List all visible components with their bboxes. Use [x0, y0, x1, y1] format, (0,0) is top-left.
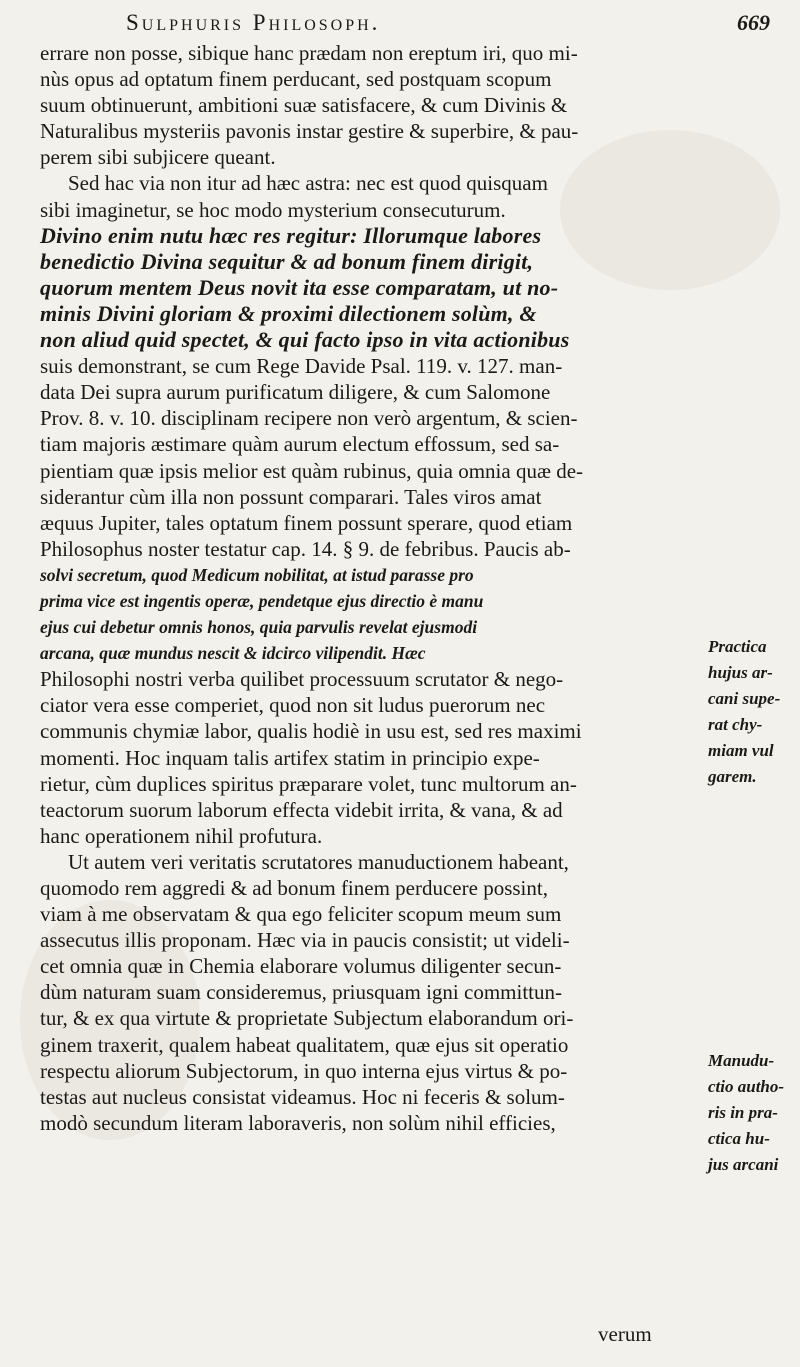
text-line: hanc operationem nihil profutura.: [40, 823, 323, 848]
text-line: æquus Jupiter, tales optatum finem possunt sperare, quod etiam: [40, 510, 573, 535]
text-line-italic: non aliud quid spectet, & qui facto ipso in vita actionibus: [40, 327, 570, 353]
text-line: cet omnia quæ in Chemia elaborare volumus diligenter secun-: [40, 954, 562, 979]
text-line: siderantur cùm illa non possunt comparari. Tales viros amat: [40, 484, 542, 509]
margin-note-line: ctica hu-: [708, 1129, 770, 1149]
margin-note-line: ctio autho-: [708, 1077, 785, 1097]
text-block: [40, 40, 760, 1136]
text-line: Philosophi nostri verba quilibet processuum scrutator & nego-: [40, 667, 564, 692]
text-line: viam à me observatam & qua ego feliciter scopum meum sum: [40, 902, 562, 927]
text-line-italic: arcana, quæ mundus nescit & idcirco vilipendit. Hæc: [40, 643, 426, 664]
text-line: Prov. 8. v. 10. disciplinam recipere non verò argentum, & scien-: [40, 406, 578, 431]
margin-note-line: hujus ar-: [708, 663, 773, 683]
margin-note-line: garem.: [708, 767, 757, 787]
text-line: quomodo rem aggredi & ad bonum finem perducere possint,: [40, 876, 548, 900]
text-line: Sed hac via non itur ad hæc astra: nec est quod quisquam: [68, 171, 548, 196]
text-line: assecutus illis proponam. Hæc via in paucis consistit; ut videli-: [40, 928, 570, 953]
text-line: suis demonstrant, se cum Rege Davide Psal. 119. v. 127. man-: [40, 354, 563, 379]
text-line: Naturalibus mysteriis pavonis instar gestire & superbire, & pau-: [40, 119, 579, 144]
text-line: tiam majoris æstimare quàm aurum electum effossum, sed sa-: [40, 432, 560, 457]
text-line: pientiam quæ ipsis melior est quàm rubinus, quia omnia quæ de-: [40, 458, 584, 483]
margin-note-line: ris in pra-: [708, 1103, 778, 1123]
text-line-italic: minis Divini gloriam & proximi dilectionem solùm, &: [40, 300, 537, 326]
margin-note-line: miam vul: [708, 741, 774, 761]
text-line: communis chymiæ labor, qualis hodiè in usu est, sed res maximi: [40, 719, 582, 744]
margin-note-manuductio: [708, 1048, 800, 1178]
text-line: sibi imaginetur, se hoc modo mysterium consecuturum.: [40, 197, 506, 222]
text-line: rietur, cùm duplices spiritus præparare volet, tunc multorum an-: [40, 771, 577, 796]
margin-note-line: Practica: [708, 637, 767, 656]
running-title: Sulphuris Philosoph.: [126, 10, 381, 35]
text-line-italic: benedictio Divina sequitur & ad bonum finem dirigit,: [40, 248, 534, 274]
text-line: errare non posse, sibique hanc prædam non ereptum iri, quo mi-: [40, 41, 578, 65]
text-line: Ut autem veri veritatis scrutatores manuductionem habeant,: [68, 849, 569, 874]
catchword: verum: [598, 1322, 652, 1346]
text-line: perem sibi subjicere queant.: [40, 145, 276, 170]
text-line: modò secundum literam laboraveris, non solùm nihil efficies,: [40, 1110, 556, 1135]
margin-note-line: Manudu-: [708, 1051, 775, 1070]
page-number: 669: [737, 10, 770, 35]
text-line: respectu aliorum Subjectorum, in quo interna ejus virtus & po-: [40, 1058, 568, 1083]
margin-note-line: rat chy-: [708, 715, 763, 735]
running-header: [120, 10, 770, 40]
text-line-italic: quorum mentem Deus novit ita esse comparatam, ut no-: [40, 274, 559, 300]
text-line: momenti. Hoc inquam talis artifex statim in principio expe-: [40, 745, 540, 770]
text-line-italic: solvi secretum, quod Medicum nobilitat, at istud parasse pro: [40, 564, 474, 585]
text-line: nùs opus ad optatum finem perducant, sed postquam scopum: [40, 67, 552, 92]
text-line: Philosophus noster testatur cap. 14. § 9. de febribus. Paucis ab-: [40, 536, 571, 561]
margin-note-line: jus arcani: [708, 1155, 779, 1175]
text-line: ginem traxerit, qualem habeat qualitatem, quæ ejus sit operatio: [40, 1032, 569, 1057]
margin-note-line: cani supe-: [708, 689, 781, 709]
margin-note-practica: [708, 634, 800, 791]
text-line: ciator vera esse comperiet, quod non sit ludus puerorum nec: [40, 693, 546, 718]
text-line: teactorum suorum laborum effecta videbit irrita, & vana, & ad: [40, 797, 563, 822]
text-line-italic: prima vice est ingentis operæ, pendetque ejus directio è manu: [40, 590, 484, 611]
text-line: dùm naturam suam consideremus, priusquam igni committun-: [40, 980, 562, 1005]
text-line: suum obtinuerunt, ambitioni suæ satisfacere, & cum Divinis &: [40, 93, 568, 118]
text-line-italic: Divino enim nutu hæc res regitur: Illorumque labores: [40, 222, 542, 248]
text-line: data Dei supra aurum purificatum diligere, & cum Salomone: [40, 380, 551, 405]
text-line: testas aut nucleus consistat videamus. Hoc ni feceris & solum-: [40, 1084, 565, 1109]
text-line-italic: ejus cui debetur omnis honos, quia parvulis revelat ejusmodi: [40, 617, 478, 638]
text-line: tur, & ex qua virtute & proprietate Subjectum elaborandum ori-: [40, 1006, 574, 1031]
